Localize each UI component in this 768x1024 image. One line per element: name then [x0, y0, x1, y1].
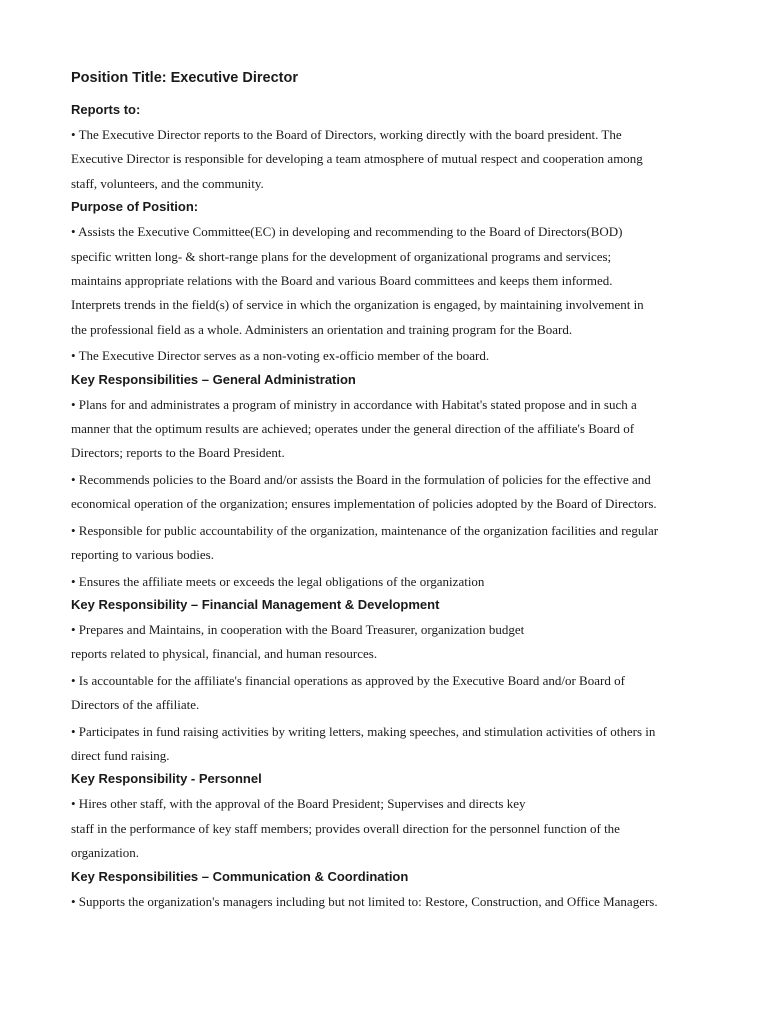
section-heading: Key Responsibility - Personnel — [71, 771, 262, 787]
bullet-paragraph — [71, 393, 711, 466]
bullet-paragraph — [71, 890, 711, 914]
paragraph-line: reporting to various bodies. — [71, 547, 214, 563]
bullet-paragraph — [71, 519, 711, 568]
paragraph-line: Interprets trends in the field(s) of service in which the organization is engaged, by maintaining involvement in — [71, 297, 644, 313]
paragraph-line: maintains appropriate relations with the Board and various Board committees and keeps them informed. — [71, 273, 613, 289]
bullet-paragraph — [71, 123, 711, 196]
paragraph-line: manner that the optimum results are achieved; operates under the general direction of the affiliate's Board of — [71, 421, 635, 437]
paragraph-line: reports related to physical, financial, and human resources. — [71, 646, 378, 662]
section-heading: Reports to: — [71, 102, 141, 117]
paragraph-line: • The Executive Director reports to the Board of Directors, working directly with the board president. The — [71, 127, 622, 142]
paragraph-line: • Responsible for public accountability of the organization, maintenance of the organization facilities and regular — [71, 522, 659, 538]
section-heading: Key Responsibility – Financial Management & Development — [71, 596, 440, 612]
paragraph-line: staff in the performance of key staff members; provides overall direction for the personnel function of the — [71, 820, 620, 836]
paragraph-line: Directors; reports to the Board President. — [71, 445, 285, 461]
bullet-paragraph — [71, 570, 711, 594]
bullet-paragraph — [71, 220, 711, 342]
paragraph-line: staff, volunteers, and the community. — [71, 175, 264, 191]
paragraph-line: • Plans for and administrates a program of ministry in accordance with Habitat's stated propose and in such a — [71, 396, 637, 412]
bullet-paragraph — [71, 618, 711, 667]
paragraph-line: economical operation of the organization; ensures implementation of policies adopted by the Board of Directors. — [71, 496, 657, 512]
bullet-paragraph — [71, 669, 711, 718]
paragraph-line: • Ensures the affiliate meets or exceeds the legal obligations of the organization — [71, 573, 485, 589]
paragraph-line: • Is accountable for the affiliate's financial operations as approved by the Executive Board and/or Board of — [71, 672, 625, 688]
section-heading: Key Responsibilities – General Administration — [71, 371, 356, 387]
paragraph-line: • The Executive Director serves as a non-voting ex-officio member of the board. — [71, 348, 490, 364]
paragraph-line: specific written long- & short-range plans for the development of organizational programs and services; — [71, 248, 612, 264]
document-page — [71, 68, 711, 916]
section-heading: Key Responsibilities – Communication & Coordination — [71, 868, 409, 884]
paragraph-line: • Participates in fund raising activities by writing letters, making speeches, and stimulation activities of others in — [71, 723, 656, 739]
section-heading: Purpose of Position: — [71, 199, 199, 215]
paragraph-line: the professional field as a whole. Administers an orientation and training program for the Board. — [71, 321, 573, 337]
bullet-paragraph — [71, 468, 711, 517]
paragraph-line: direct fund raising. — [71, 747, 170, 763]
bullet-paragraph — [71, 720, 711, 769]
bullet-paragraph — [71, 792, 711, 865]
paragraph-line: organization. — [71, 845, 139, 861]
bullet-paragraph — [71, 344, 711, 368]
position-title: Position Title: Executive Director — [71, 70, 298, 86]
paragraph-line: Executive Director is responsible for developing a team atmosphere of mutual respect and cooperation among — [71, 151, 643, 167]
paragraph-line: • Assists the Executive Committee(EC) in developing and recommending to the Board of Directors(BOD) — [71, 224, 623, 240]
document-body — [71, 101, 711, 914]
paragraph-line: • Supports the organization's managers including but not limited to: Restore, Construction, and Office Managers. — [71, 893, 658, 909]
paragraph-line: • Hires other staff, with the approval of the Board President; Supervises and directs key — [71, 796, 526, 812]
paragraph-line: • Prepares and Maintains, in cooperation with the Board Treasurer, organization budget — [71, 621, 525, 637]
paragraph-line: Directors of the affiliate. — [71, 697, 200, 713]
paragraph-line: • Recommends policies to the Board and/or assists the Board in the formulation of policies for the effective and — [71, 471, 651, 487]
